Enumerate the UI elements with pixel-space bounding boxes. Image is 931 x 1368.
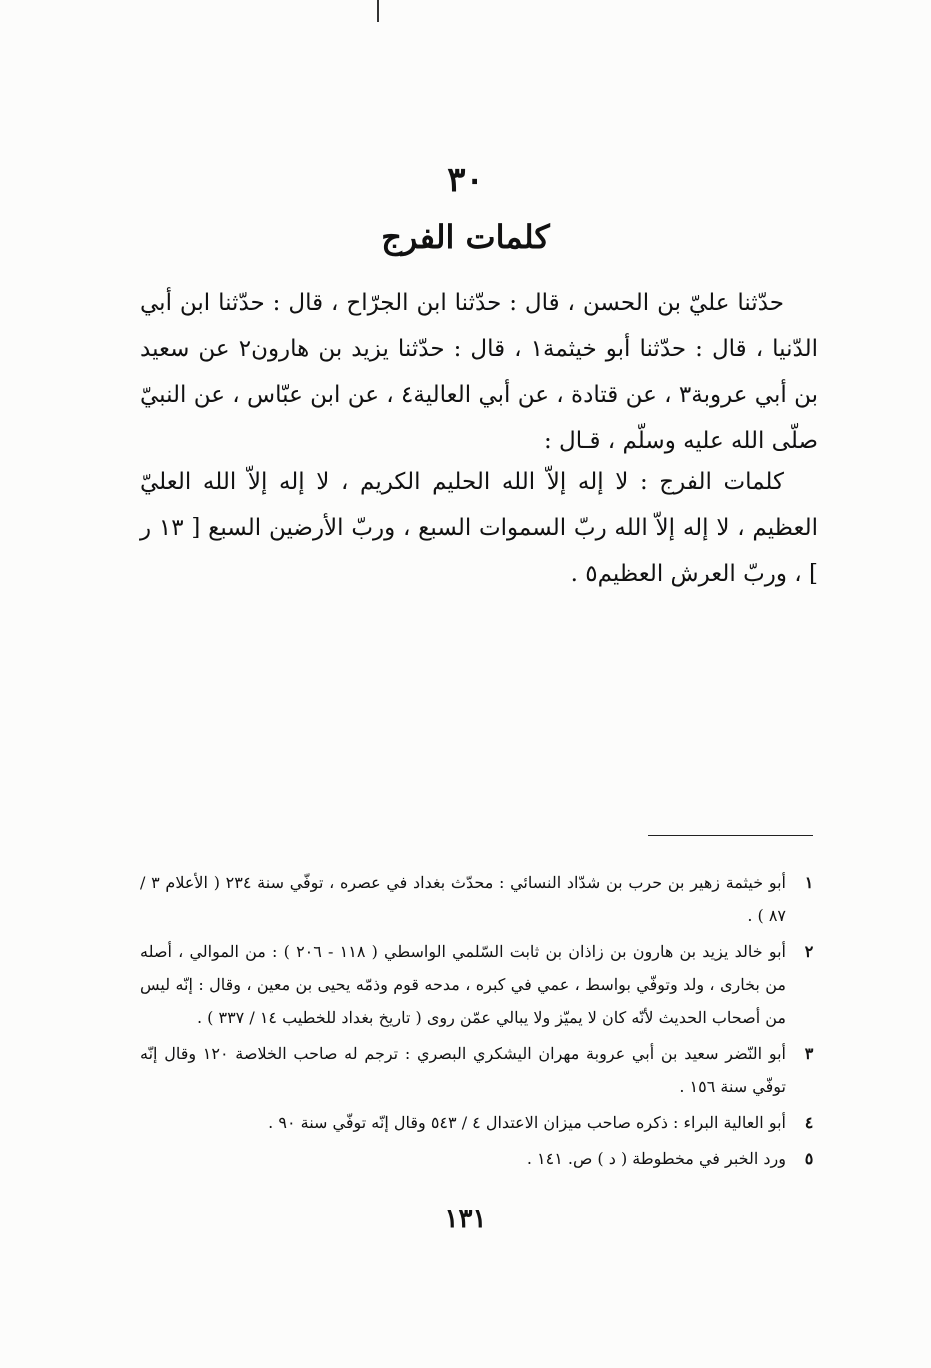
paragraph-text: حدّثنا عليّ بن الحسن ، قال : حدّثنا ابن الجرّاح ، قال : حدّثنا ابن أبي الدّنيا ، قال : حدّثنا أبو خيثمة١ ، قال : حدّثنا يزيد بن هارون٢ عن سعيد بن أبي عروبة٣ ، عن قتادة ، عن أبي العالية٤ ، عن ابن عبّاس ، عن النبيّ صلّى الله عليه وسلّم ، قـال : bbox=[140, 290, 818, 454]
footnote-text: أبو خالد يزيد بن هارون بن زاذان بن ثابت السّلمي الواسطي ( ١١٨ - ٢٠٦ ) : من الموالي ، أصله من بخارى ، ولد وتوفّي بواسط ، عمي في كبره ، مدحه قوم وذمّه يحيى بن معين ، وقال : إنّه ليس من أصحاب الحديث لأنّه كان لا يميّز ولا يبالي عمّن روى ( تاريخ بغداد للخطيب ١٤ / ٣٣٧ ) . bbox=[140, 942, 786, 1027]
footnote-3 bbox=[140, 1037, 820, 1103]
footnote-separator bbox=[648, 835, 813, 836]
footnote-number: ٢ bbox=[804, 942, 814, 961]
footnote-4 bbox=[140, 1106, 820, 1139]
footnote-number: ١ bbox=[804, 873, 814, 892]
footnote-text: أبو النّضر سعيد بن أبي عروبة مهران اليشكري البصري : ترجم له صاحب الخلاصة ١٢٠ وقال إنّه توفّي سنة ١٥٦ . bbox=[140, 1044, 787, 1096]
footnote-5 bbox=[140, 1142, 820, 1175]
paragraph-text: كلمات الفرج : لا إله إلاّ الله الحليم الكريم ، لا إله إلاّ الله العليّ العظيم ، لا إله إلاّ الله ربّ السموات السبع ، وربّ الأرضين السبع [ ١٣ ر ] ، وربّ العرش العظيم٥ . bbox=[140, 469, 818, 587]
footnote-1 bbox=[140, 866, 820, 932]
footnote-number: ٣ bbox=[804, 1044, 814, 1063]
top-margin-line bbox=[377, 0, 379, 22]
chapter-title: كلمات الفرج bbox=[381, 218, 550, 256]
footnote-2 bbox=[140, 935, 820, 1034]
body-paragraph-1 bbox=[140, 280, 818, 464]
footnote-number: ٥ bbox=[804, 1149, 814, 1168]
footnote-number: ٤ bbox=[804, 1113, 814, 1132]
page-number: ١٣١ bbox=[444, 1204, 487, 1234]
footnotes-section bbox=[140, 866, 820, 1178]
footnote-text: أبو العالية البراء : ذكره صاحب ميزان الاعتدال ٤ / ٥٤٣ وقال إنّه توفّي سنة ٩٠ . bbox=[268, 1113, 786, 1132]
body-paragraph-2 bbox=[140, 459, 818, 597]
footnote-text: أبو خيثمة زهير بن حرب بن شدّاد النسائي : محدّث بغداد في عصره ، توفّي سنة ٢٣٤ ( الأعلام ٣ / ٨٧ ) . bbox=[140, 873, 786, 925]
footnote-text: ورد الخبر في مخطوطة ( د ) ص. ١٤١ . bbox=[526, 1149, 786, 1168]
chapter-number: ٣٠ bbox=[447, 160, 484, 200]
